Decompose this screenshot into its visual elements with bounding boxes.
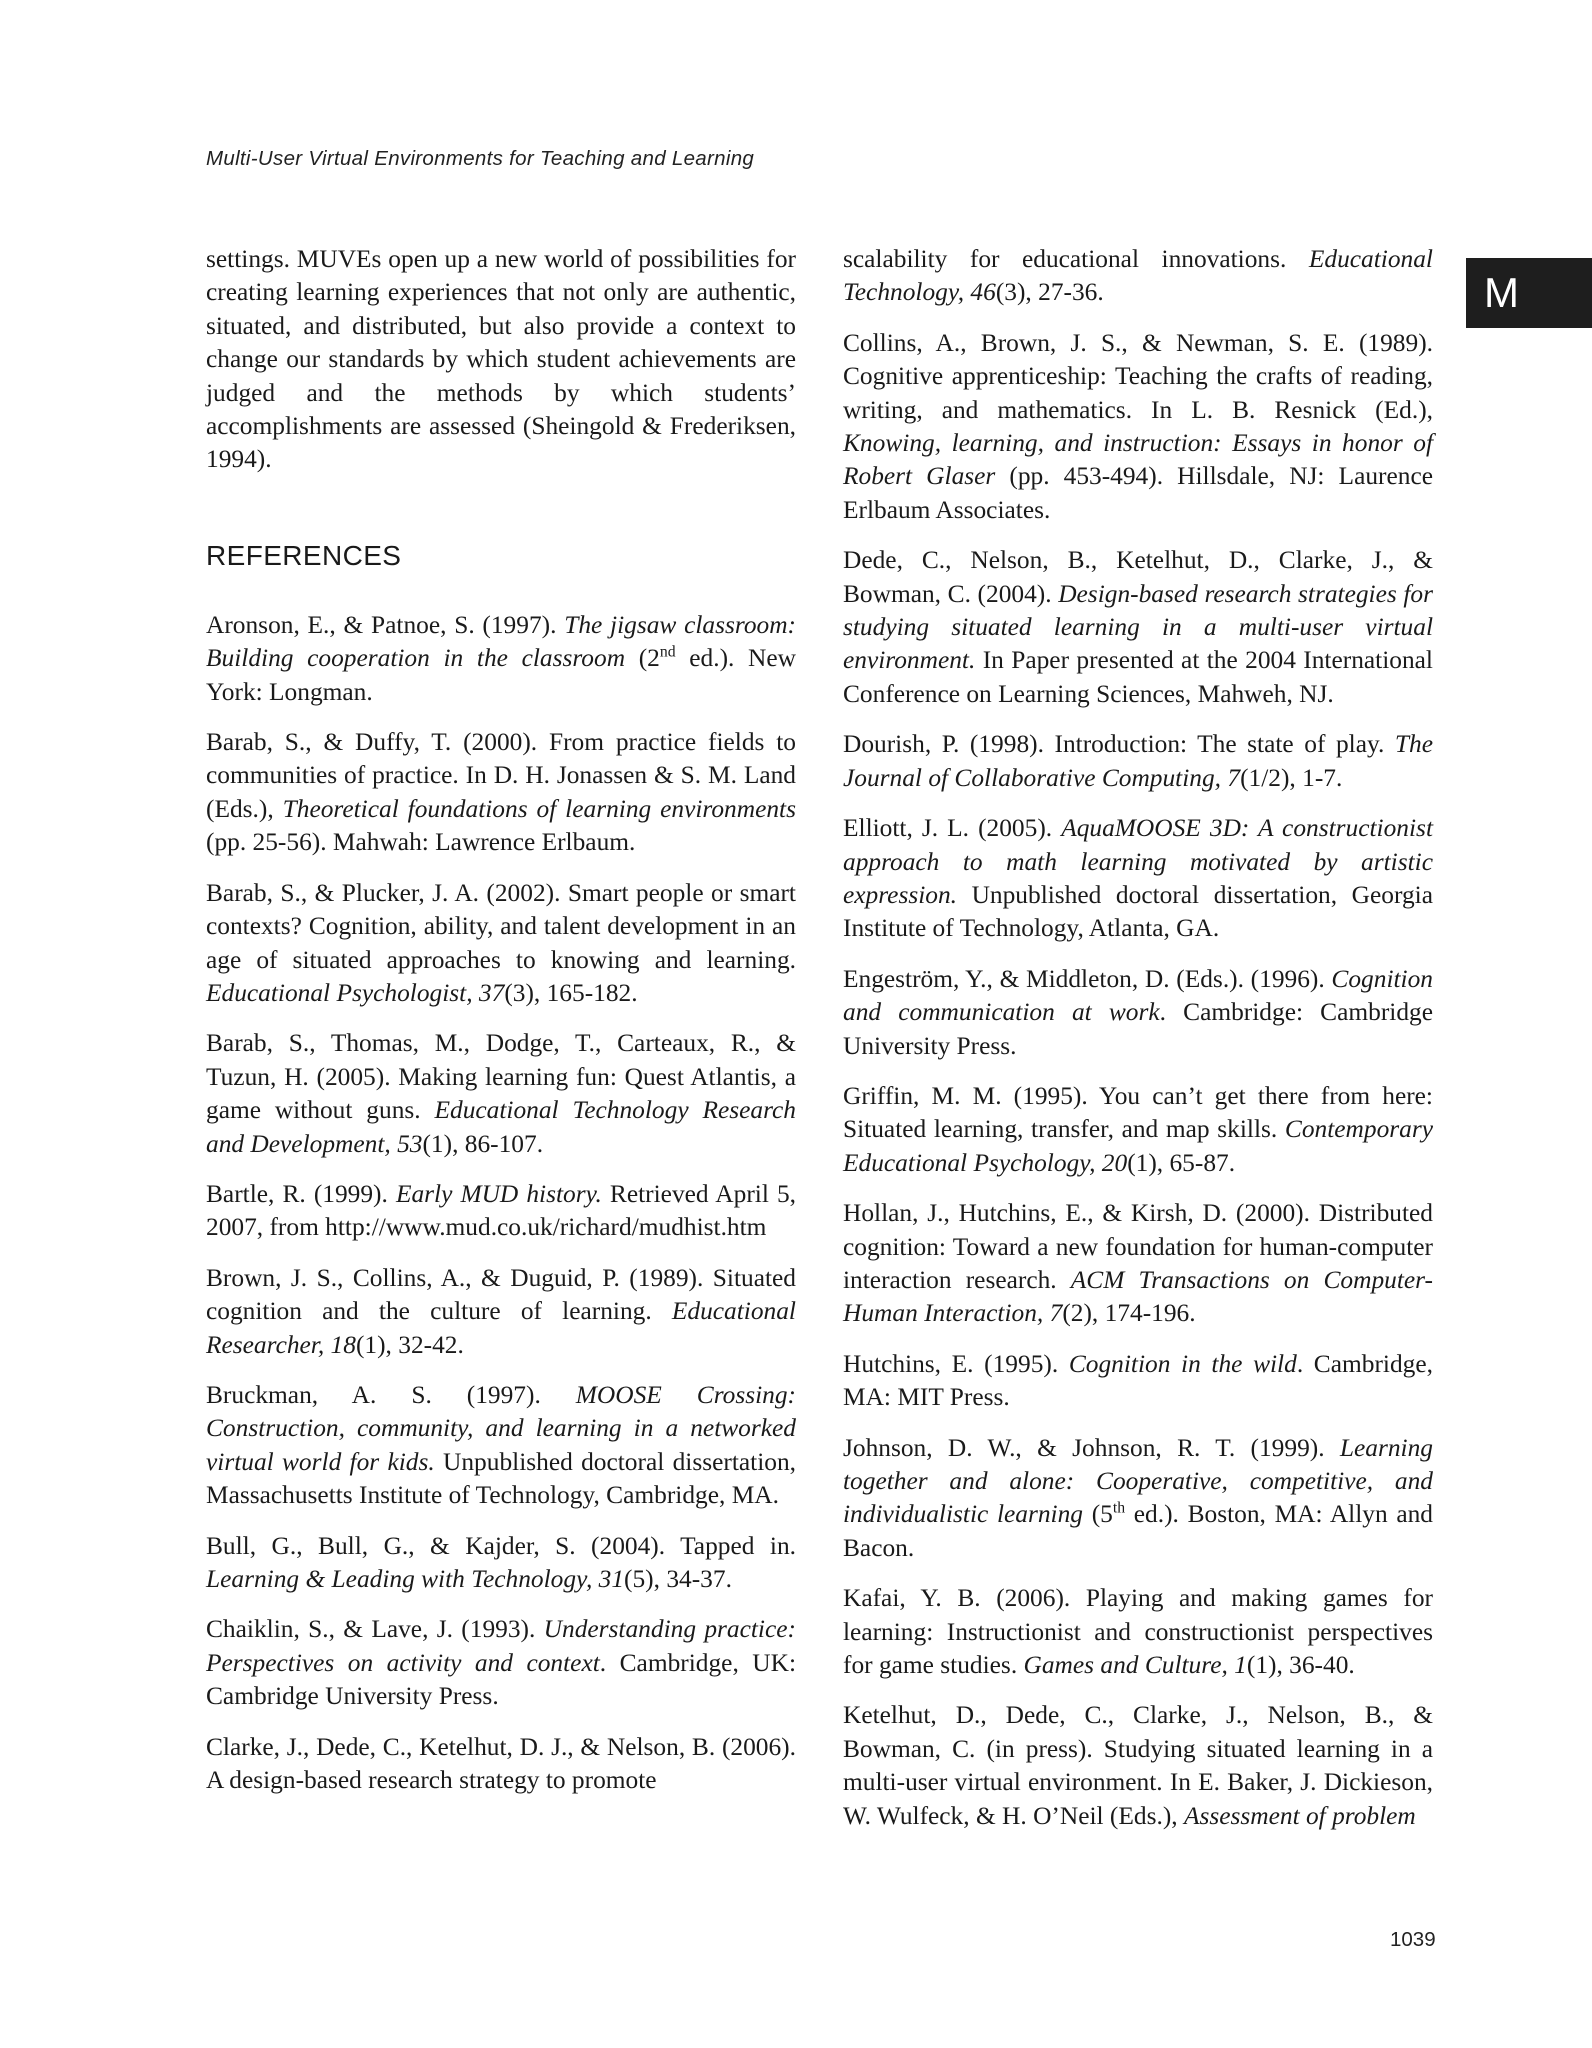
reference-entry	[206, 1613, 796, 1713]
reference-pre: Collins, A., Brown, J. S., & Newman, S. E. (1989). Cognitive apprenticeship: Teaching the crafts of reading, writing, and mathematics. In L. B. Resnick (Ed.),	[843, 328, 1433, 424]
reference-pre: Griffin, M. M. (1995). You can’t get there from here: Situated learning, transfer, and map skills.	[843, 1081, 1433, 1144]
reference-pre: Clarke, J., Dede, C., Ketelhut, D. J., & Nelson, B. (2006). A design-based research strategy to promote	[206, 1732, 796, 1795]
reference-title: Design-based research strategies for studying situated learning in a multi-user virtual environment.	[843, 579, 1433, 675]
reference-list-left	[206, 609, 796, 1798]
reference-entry	[206, 726, 796, 860]
reference-pre: Hutchins, E. (1995).	[843, 1349, 1069, 1378]
reference-pre: Hollan, J., Hutchins, E., & Kirsh, D. (2000). Distributed cognition: Toward a new foundation for human-computer interaction research.	[843, 1199, 1433, 1294]
reference-title: Learning & Leading with Technology, 31	[206, 1565, 625, 1593]
reference-pre: Kafai, Y. B. (2006). Playing and making games for learning: Instructionist and constructionist perspectives for game studies.	[843, 1584, 1433, 1680]
reference-title: Educational Researcher, 18	[206, 1297, 796, 1359]
reference-post: (2	[625, 644, 660, 673]
section-thumb-tab: M	[1466, 258, 1592, 328]
reference-entry	[843, 963, 1433, 1063]
reference-pre: Dourish, P. (1998). Introduction: The state of play.	[843, 730, 1395, 759]
reference-entry	[206, 877, 796, 1011]
reference-post: Unpublished doctoral dissertation, Georgia Institute of Technology, Atlanta, GA.	[843, 880, 1433, 943]
reference-list-right	[843, 327, 1433, 1833]
reference-pre: Barab, S., & Duffy, T. (2000). From practice fields to communities of practice. In D. H. Jonassen & S. M. Land (Eds.),	[206, 728, 796, 823]
reference-post: (5), 34-37.	[624, 1565, 732, 1593]
reference-post: (2), 174-196.	[1062, 1299, 1196, 1328]
reference-title: Learning together and alone: Cooperative, competitive, and individualistic learning	[843, 1433, 1433, 1529]
reference-title: Educational Psychologist, 37	[206, 978, 505, 1007]
reference-post: (3), 27-36.	[995, 278, 1104, 307]
reference-post: (pp. 453-494). Hillsdale, NJ: Laurence Erlbaum Associates.	[843, 462, 1433, 524]
reference-post: (1), 65-87.	[1127, 1148, 1236, 1177]
reference-post-tail: ed.). New York: Longman.	[206, 644, 797, 706]
reference-entry	[843, 327, 1433, 527]
page-number: 1039	[1390, 1928, 1436, 1951]
reference-pre: Aronson, E., & Patnoe, S. (1997).	[206, 610, 565, 639]
right-column	[843, 243, 1433, 1850]
intro-paragraph: settings. MUVEs open up a new world of possibilities for creating learning experiences that not only are authentic, situated, and distributed, but also provide a context to change our standards by which student achievements are judged and the methods by which students’ accomplishments are assessed (Sheingold & Frederiksen, 1994).	[206, 245, 796, 474]
reference-title: Theoretical foundations of learning environments	[282, 794, 796, 823]
reference-title: MOOSE Crossing: Construction, community, and learning in a networked virtual world for kids.	[206, 1380, 797, 1476]
reference-entry	[843, 1348, 1433, 1415]
reference-entry	[206, 1379, 796, 1513]
reference-title: Knowing, learning, and instruction: Essays in honor of Robert Glaser	[843, 429, 1433, 491]
reference-entry	[843, 1080, 1433, 1180]
reference-entry	[206, 1731, 796, 1798]
reference-post: Retrieved April 5, 2007, from http://www.mud.co.uk/richard/mudhist.htm	[206, 1179, 796, 1242]
reference-sup: th	[1112, 1499, 1126, 1517]
reference-title: Contemporary Educational Psychology, 20	[843, 1115, 1433, 1177]
reference-pre: Engeström, Y., & Middleton, D. (Eds.). (1996).	[843, 964, 1332, 993]
reference-pre: Chaiklin, S., & Lave, J. (1993).	[206, 1615, 544, 1644]
reference-post: (3), 165-182.	[504, 978, 638, 1007]
reference-pre: Dede, C., Nelson, B., Ketelhut, D., Clarke, J., & Bowman, C. (2004).	[843, 546, 1433, 608]
running-head: Multi-User Virtual Environments for Teaching and Learning	[206, 147, 755, 170]
reference-title: The jigsaw classroom: Building cooperation in the classroom	[206, 610, 796, 673]
reference-entry	[843, 544, 1433, 711]
reference-pre: Bruckman, A. S. (1997).	[206, 1380, 576, 1409]
reference-title: AquaMOOSE 3D: A constructionist approach to math learning motivated by artistic expression.	[843, 814, 1433, 909]
reference-pre: scalability for educational innovations.	[843, 245, 1309, 273]
reference-post: (1/2), 1-7.	[1240, 763, 1343, 792]
reference-title: The Journal of Collaborative Computing, 7	[843, 730, 1433, 792]
reference-title: Games and Culture, 1	[1023, 1651, 1247, 1680]
reference-title: Cognition and communication at work	[843, 964, 1433, 1027]
reference-post: (1), 32-42.	[355, 1330, 464, 1359]
reference-entry	[843, 1197, 1433, 1331]
reference-title: Assessment of problem	[1183, 1801, 1416, 1830]
reference-pre: Elliott, J. L. (2005).	[843, 814, 1062, 843]
reference-post: . Cambridge, UK: Cambridge University Press.	[206, 1648, 797, 1711]
left-column	[206, 243, 796, 1814]
references-heading: REFERENCES	[206, 539, 402, 571]
reference-entry	[206, 1262, 796, 1362]
reference-entry	[206, 1530, 796, 1597]
reference-entry	[843, 1699, 1433, 1833]
reference-title: Early MUD history.	[395, 1179, 602, 1208]
reference-pre: Brown, J. S., Collins, A., & Duguid, P. (1989). Situated cognition and the culture of learning.	[206, 1263, 796, 1326]
reference-entry	[206, 1027, 796, 1161]
reference-post: (pp. 25-56). Mahwah: Lawrence Erlbaum.	[206, 828, 636, 857]
reference-post: . Cambridge: Cambridge University Press.	[843, 998, 1433, 1060]
reference-post: Unpublished doctoral dissertation, Massachusetts Institute of Technology, Cambridge, MA.	[206, 1447, 796, 1510]
reference-post: (1), 36-40.	[1246, 1651, 1355, 1680]
reference-entry	[206, 609, 796, 709]
reference-post: . Cambridge, MA: MIT Press.	[843, 1349, 1433, 1412]
reference-title: ACM Transactions on Computer-Human Interaction, 7	[843, 1265, 1433, 1328]
reference-pre: Bull, G., Bull, G., & Kajder, S. (2004). Tapped in.	[206, 1531, 796, 1560]
reference-entry	[206, 1178, 796, 1245]
reference-continuation	[843, 243, 1433, 310]
reference-pre: Barab, S., & Plucker, J. A. (2002). Smart people or smart contexts? Cognition, ability, and talent development in an age of situated approaches to knowing and learning.	[206, 878, 796, 974]
reference-sup: nd	[659, 643, 676, 661]
reference-post: In Paper presented at the 2004 International Conference on Learning Sciences, Mahweh, NJ.	[843, 646, 1433, 708]
reference-entry	[843, 812, 1433, 946]
reference-title: Educational Technology Research and Development, 53	[206, 1096, 796, 1158]
reference-pre: Bartle, R. (1999).	[206, 1179, 396, 1208]
reference-entry	[843, 1582, 1433, 1682]
reference-post: (5	[1083, 1500, 1113, 1529]
reference-title: Understanding practice: Perspectives on activity and context	[206, 1615, 796, 1677]
reference-entry	[843, 728, 1433, 795]
reference-post: (1), 86-107.	[422, 1129, 544, 1158]
reference-pre: Johnson, D. W., & Johnson, R. T. (1999).	[843, 1433, 1340, 1462]
reference-pre: Ketelhut, D., Dede, C., Clarke, J., Nelson, B., & Bowman, C. (in press). Studying situated learning in a multi-user virtual environment. In E. Baker, J. Dickieson, W. Wulfeck, & H. O’Neil (Eds.),	[843, 1701, 1433, 1830]
reference-post-tail: ed.). Boston, MA: Allyn and Bacon.	[843, 1500, 1434, 1562]
reference-title: Cognition in the wild	[1068, 1349, 1297, 1378]
reference-title: Educational Technology, 46	[843, 245, 1433, 307]
reference-entry	[843, 1432, 1433, 1566]
reference-pre: Barab, S., Thomas, M., Dodge, T., Carteaux, R., & Tuzun, H. (2005). Making learning fun: Quest Atlantis, a game without guns.	[206, 1029, 796, 1125]
